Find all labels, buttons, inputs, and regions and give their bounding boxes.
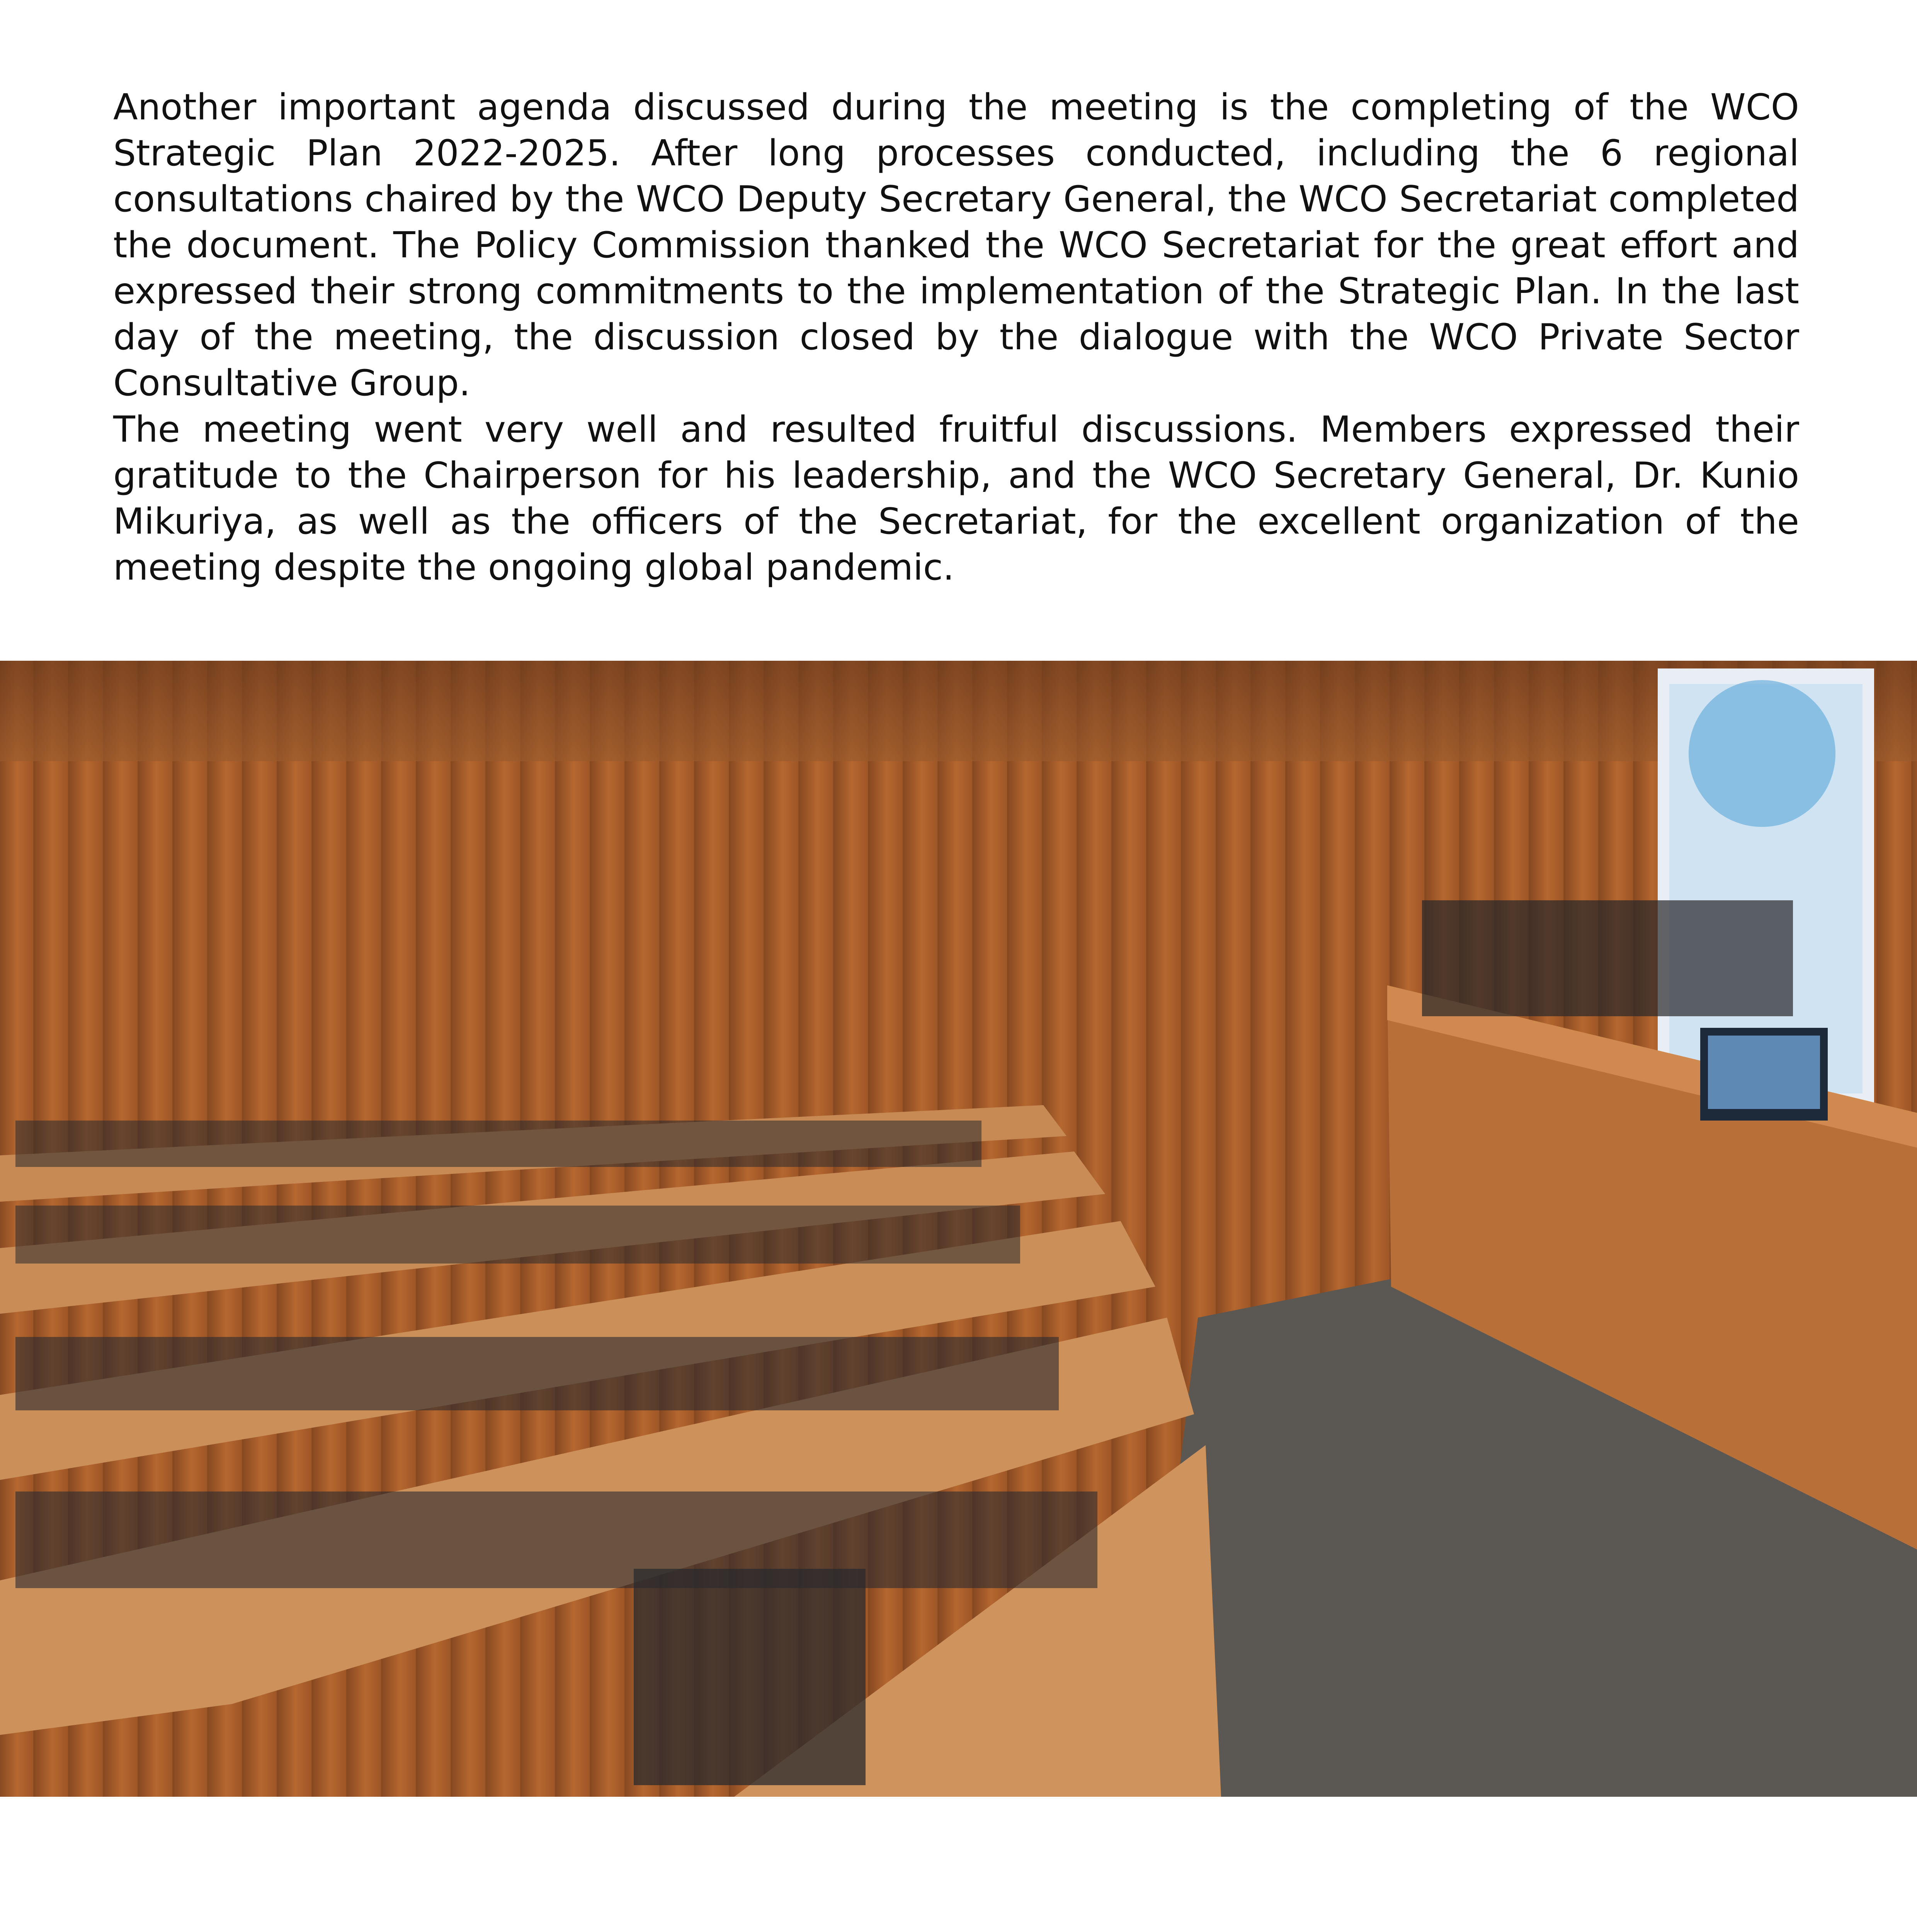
meeting-room-photo: [0, 661, 1917, 1797]
paragraph-strategic-plan: Another important agenda discussed during the meeting is the completing of the WCO Strategic Plan 2022-2025. After long processes conducted, including the 6 regional consultations chaired by the WCO Deputy Secretary General, the WCO Secretariat completed the document. The Policy Commission thanked the WCO Secretariat for the great effort and expressed their strong commitments to the implementation of the Strategic Plan. In the last day of the meeting, the discussion closed by the dialogue with the WCO Private Sector Consultative Group.: [113, 86, 1799, 404]
paragraph-meeting-outcome: The meeting went very well and resulted fruitful discussions. Members expressed their gratitude to the Chairperson for his leadership, and the WCO Secretary General, Dr. Kunio Mikuriya, as well as the officers of the Secretariat, for the excellent organization of the meeting despite the ongoing global pandemic.: [113, 408, 1799, 588]
